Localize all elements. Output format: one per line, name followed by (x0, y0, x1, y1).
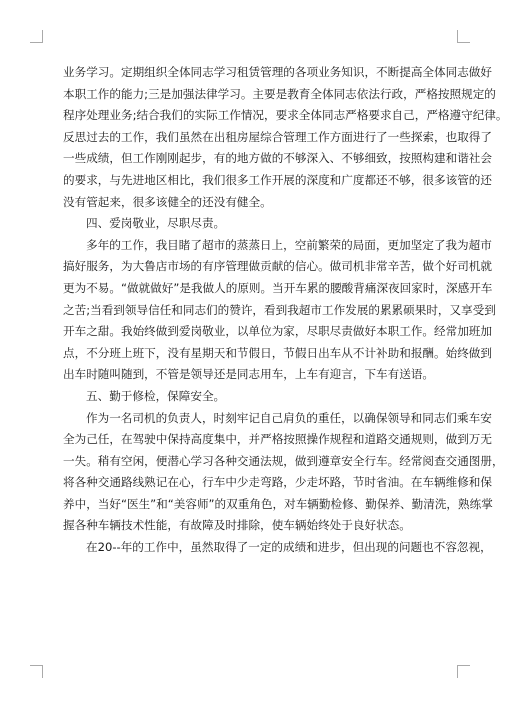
text-line: 握各种车辆技术性能，有故障及时排除，使车辆始终处于良好状态。 (63, 518, 411, 533)
text-line: 的要求，与先进地区相比，我们很多工作开展的深度和广度都还不够，很多该管的还 (63, 172, 492, 187)
text-line: 五、勤于修检，保障安全。 (86, 388, 226, 403)
text-line: 四、爱岗敬业，尽职尽责。 (86, 216, 226, 231)
corner-crop-mark (30, 665, 43, 678)
text-line: 本职工作的能力;三是加强法律学习。主要是教育全体同志依法行政，严格按照规定的 (63, 86, 496, 101)
paragraph (63, 386, 441, 408)
text-line: 反思过去的工作，我们虽然在出租房屋综合管理工作方面进行了一些探索，也取得了 (63, 129, 492, 144)
corner-crop-mark (457, 30, 470, 43)
text-line: 之苦;当看到领导信任和同志们的赞许，看到我超市工作发展的累累硕果时，又享受到 (63, 302, 496, 317)
text-line: 开车之甜。我始终做到爱岗敬业，以单位为家，尽职尽责做好本职工作。经常加班加 (63, 324, 492, 339)
text-line: 一些成绩，但工作刚刚起步，有的地方做的不够深入、不够细致，按照构建和谐社会 (63, 151, 492, 166)
text-line: 养中，当好“医生”和“美容师”的双重角色，对车辆勤检修、勤保养、勤清洗，熟练掌 (63, 496, 493, 511)
paragraph (63, 235, 496, 386)
text-line: 出车时随叫随到，不管是领导还是同志用车，上车有迎言，下车有送语。 (63, 367, 435, 382)
text-line: 业务学习。定期组织全体同志学习租赁管理的各项业务知识，不断提高全体同志做好 (63, 65, 492, 79)
corner-crop-mark (457, 665, 470, 678)
text-line: 将各种交通路线熟记在心，行车中少走弯路，少走坏路，节时省油。在车辆维修和保 (63, 475, 492, 490)
corner-crop-mark (30, 30, 43, 43)
text-line: 程序处理业务;结合我们的实际工作情况，要求全体同志严格要求自己，严格遵守纪律。 (63, 108, 507, 123)
text-line: 作为一名司机的负责人，时刻牢记自己肩负的重任，以确保领导和同志们乘车安 (86, 410, 492, 425)
text-line: 全为己任，在驾驶中保持高度集中，并严格按照操作规程和道路交通规则，做到万无 (63, 432, 492, 447)
paragraph (63, 213, 441, 235)
paragraph (63, 537, 492, 559)
paragraph (63, 62, 507, 213)
text-line: 点，不分班上班下，没有星期天和节假日，节假日出车从不计补助和报酬。始终做到 (63, 345, 492, 360)
text-line: 没有管起来，很多该健全的还没有健全。 (63, 194, 272, 209)
text-line: 一失。稍有空闲，便潜心学习各种交通法规，做到遵章安全行车。经常阅查交通图册， (63, 453, 504, 468)
text-line: 多年的工作，我目睹了超市的蒸蒸日上，空前繁荣的局面，更加坚定了我为超市 (86, 237, 492, 252)
text-line: 搞好服务，为大鲁店市场的有序管理做贡献的信心。做司机非常辛苦，做个好司机就 (63, 259, 492, 274)
document-body (63, 62, 507, 559)
text-line: 更为不易。“做就做好”是我做人的原则。当开车累的腰酸背痛深夜回家时，深感开车 (63, 280, 493, 295)
text-line: 在20--年的工作中，虽然取得了一定的成绩和进步，但出现的问题也不容忽视， (86, 540, 492, 555)
paragraph (63, 408, 504, 538)
